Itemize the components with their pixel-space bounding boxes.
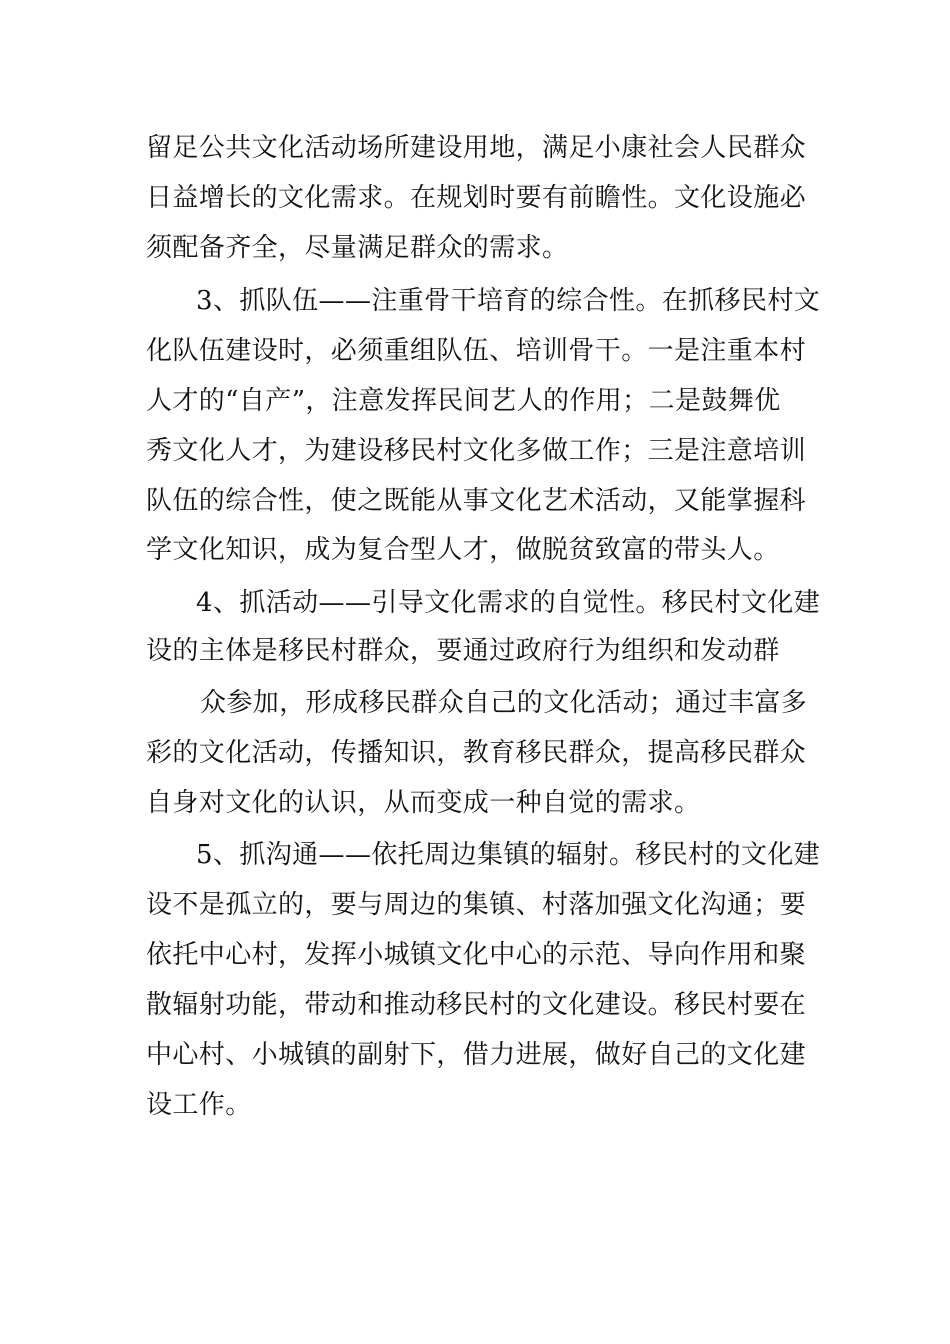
text-line: 中心村、小城镇的副射下，借力进展，做好自己的文化建	[146, 1040, 807, 1070]
text-line: 留足公共文化活动场所建设用地，满足小康社会人民群众	[146, 133, 807, 163]
paragraph-continuation: 众参加，形成移民群众自己的文化活动；通过丰富多	[200, 688, 808, 718]
text-line: 秀文化人才，为建设移民村文化多做工作；三是注意培训	[146, 436, 807, 466]
text-line: 散辐射功能，带动和推动移民村的文化建设。移民村要在	[146, 990, 807, 1020]
paragraph-5-start: 5、抓沟通——依托周边集镇的辐射。移民村的文化建	[196, 840, 821, 870]
paragraph-4-start: 4、抓活动——引导文化需求的自觉性。移民村文化建	[196, 588, 821, 618]
text-line: 化队伍建设时，必须重组队伍、培训骨干。一是注重本村	[146, 336, 807, 366]
text-line: 设工作。	[146, 1090, 252, 1120]
text-line: 日益增长的文化需求。在规划时要有前瞻性。文化设施必	[146, 183, 807, 213]
text-line: 须配备齐全，尽量满足群众的需求。	[146, 233, 569, 263]
text-line: 依托中心村，发挥小城镇文化中心的示范、导向作用和聚	[146, 940, 807, 970]
text-line: 设不是孤立的，要与周边的集镇、村落加强文化沟通；要	[146, 890, 807, 920]
text-line: 自身对文化的认识，从而变成一种自觉的需求。	[146, 788, 701, 818]
text-line: 队伍的综合性，使之既能从事文化艺术活动，又能掌握科	[146, 486, 807, 516]
text-line: 设的主体是移民村群众，要通过政府行为组织和发动群	[146, 636, 780, 666]
text-line: 彩的文化活动，传播知识，教育移民群众，提高移民群众	[146, 738, 807, 768]
text-line: 人才的“自产”，注意发挥民间艺人的作用；二是鼓舞优	[146, 386, 781, 416]
text-line: 学文化知识，成为复合型人才，做脱贫致富的带头人。	[146, 535, 780, 565]
paragraph-3-start: 3、抓队伍——注重骨干培育的综合性。在抓移民村文	[196, 286, 821, 316]
